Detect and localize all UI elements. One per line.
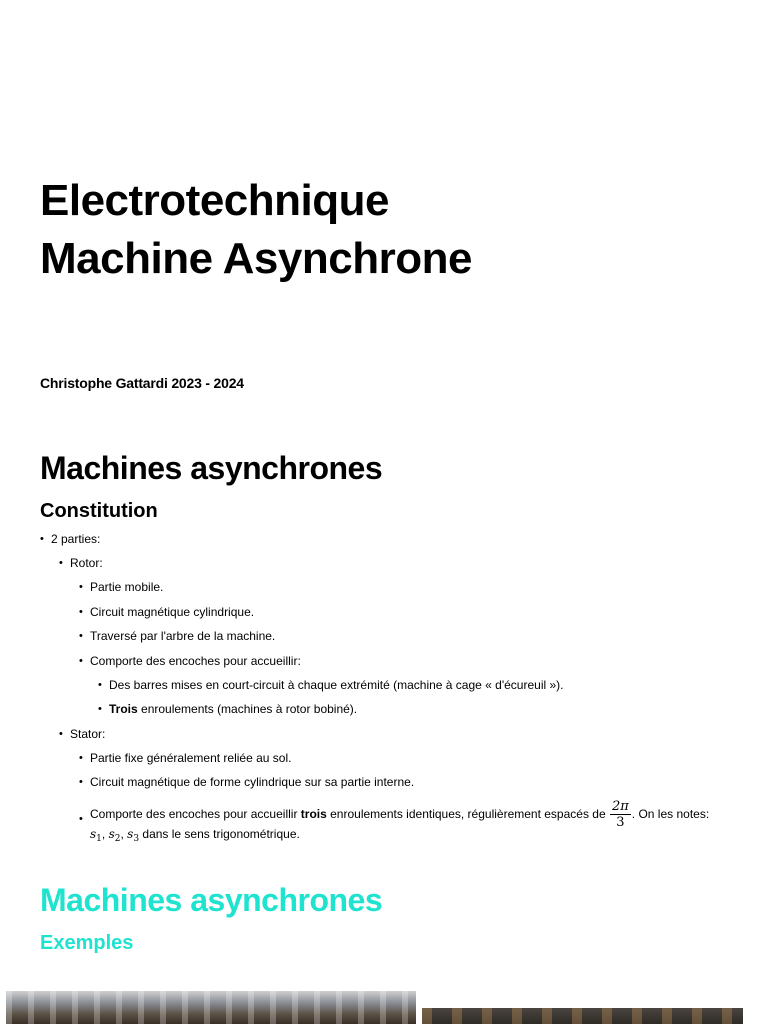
bullet-icon: • xyxy=(98,703,102,715)
bold-word: Trois xyxy=(109,702,138,716)
list-item xyxy=(79,579,164,595)
title-line-1: Electrotechnique xyxy=(40,176,389,225)
list-item-text: dans le sens trigonométrique. xyxy=(139,827,300,841)
bullet-icon: • xyxy=(79,655,83,667)
list-item-text: Traversé par l'arbre de la machine. xyxy=(90,629,276,643)
bullet-icon: • xyxy=(79,813,83,825)
bullet-icon: • xyxy=(79,776,83,788)
list-item-text: Circuit magnétique de forme cylindrique sur sa partie interne. xyxy=(90,775,415,789)
winding-symbol: $s_2$ xyxy=(108,827,121,844)
section-heading: Machines asynchrones xyxy=(40,450,383,486)
machine-photo xyxy=(422,1008,743,1024)
list-item xyxy=(98,701,358,717)
bullet-icon: • xyxy=(40,533,44,545)
title-line-2: Machine Asynchrone xyxy=(40,234,472,283)
section-heading-accent: Machines asynchrones xyxy=(40,882,383,918)
list-item-text: enroulements identiques, régulièrement espacés de xyxy=(326,807,609,821)
list-item-text: Comporte des encoches pour accueillir: xyxy=(90,654,301,668)
bullet-icon: • xyxy=(98,679,102,691)
list-item-text: 2 parties: xyxy=(51,532,101,546)
bullet-icon: • xyxy=(79,581,83,593)
bullet-icon: • xyxy=(79,630,83,642)
section-subheading: Constitution xyxy=(40,500,158,522)
section-subheading-accent: Exemples xyxy=(40,932,134,954)
rotor-label: Rotor: xyxy=(70,556,103,570)
bullet-icon: • xyxy=(59,728,63,740)
list-item xyxy=(59,555,103,571)
fraction-numerator: 2π xyxy=(611,799,629,815)
stator-label: Stator: xyxy=(70,727,106,741)
fraction-denominator: 3 xyxy=(616,815,625,831)
list-item-text: Partie fixe généralement reliée au sol. xyxy=(90,751,292,765)
document-title xyxy=(40,172,472,288)
list-item xyxy=(79,774,415,790)
winding-symbol: $s_3$ xyxy=(127,827,140,844)
list-item-text: Des barres mises en court-circuit à chaque extrémité (machine à cage « d'écureuil »). xyxy=(109,678,564,692)
author-line: Christophe Gattardi 2023 - 2024 xyxy=(40,375,244,391)
list-item xyxy=(40,531,101,547)
machine-photo xyxy=(6,991,416,1024)
fraction-two-pi-over-three xyxy=(610,799,631,830)
list-item xyxy=(79,604,255,620)
list-item xyxy=(79,750,292,766)
list-item xyxy=(59,726,106,742)
list-item xyxy=(79,653,301,669)
bullet-icon: • xyxy=(59,557,63,569)
bullet-icon: • xyxy=(79,606,83,618)
list-item-text: . On les notes: xyxy=(631,807,710,821)
list-item-text: enroulements (machines à rotor bobiné). xyxy=(137,702,358,716)
bold-word: trois xyxy=(300,807,327,821)
list-item xyxy=(79,628,276,644)
list-item-text: Partie mobile. xyxy=(90,580,164,594)
list-item: • Comporte des encoches pour accueillir trois enroulements identiques, régulièrement espacés de $\frac{2\pi}{3}$ . On les notes: $s_1$, $s_2$, $s_3$ dans le sens trigonométrique. xyxy=(79,799,710,844)
list-item-text: Comporte des encoches pour accueillir xyxy=(90,807,301,821)
winding-symbol: $s_1$ xyxy=(90,827,102,844)
list-item-text: Circuit magnétique cylindrique. xyxy=(90,605,255,619)
list-item xyxy=(98,677,564,693)
bullet-icon: • xyxy=(79,752,83,764)
